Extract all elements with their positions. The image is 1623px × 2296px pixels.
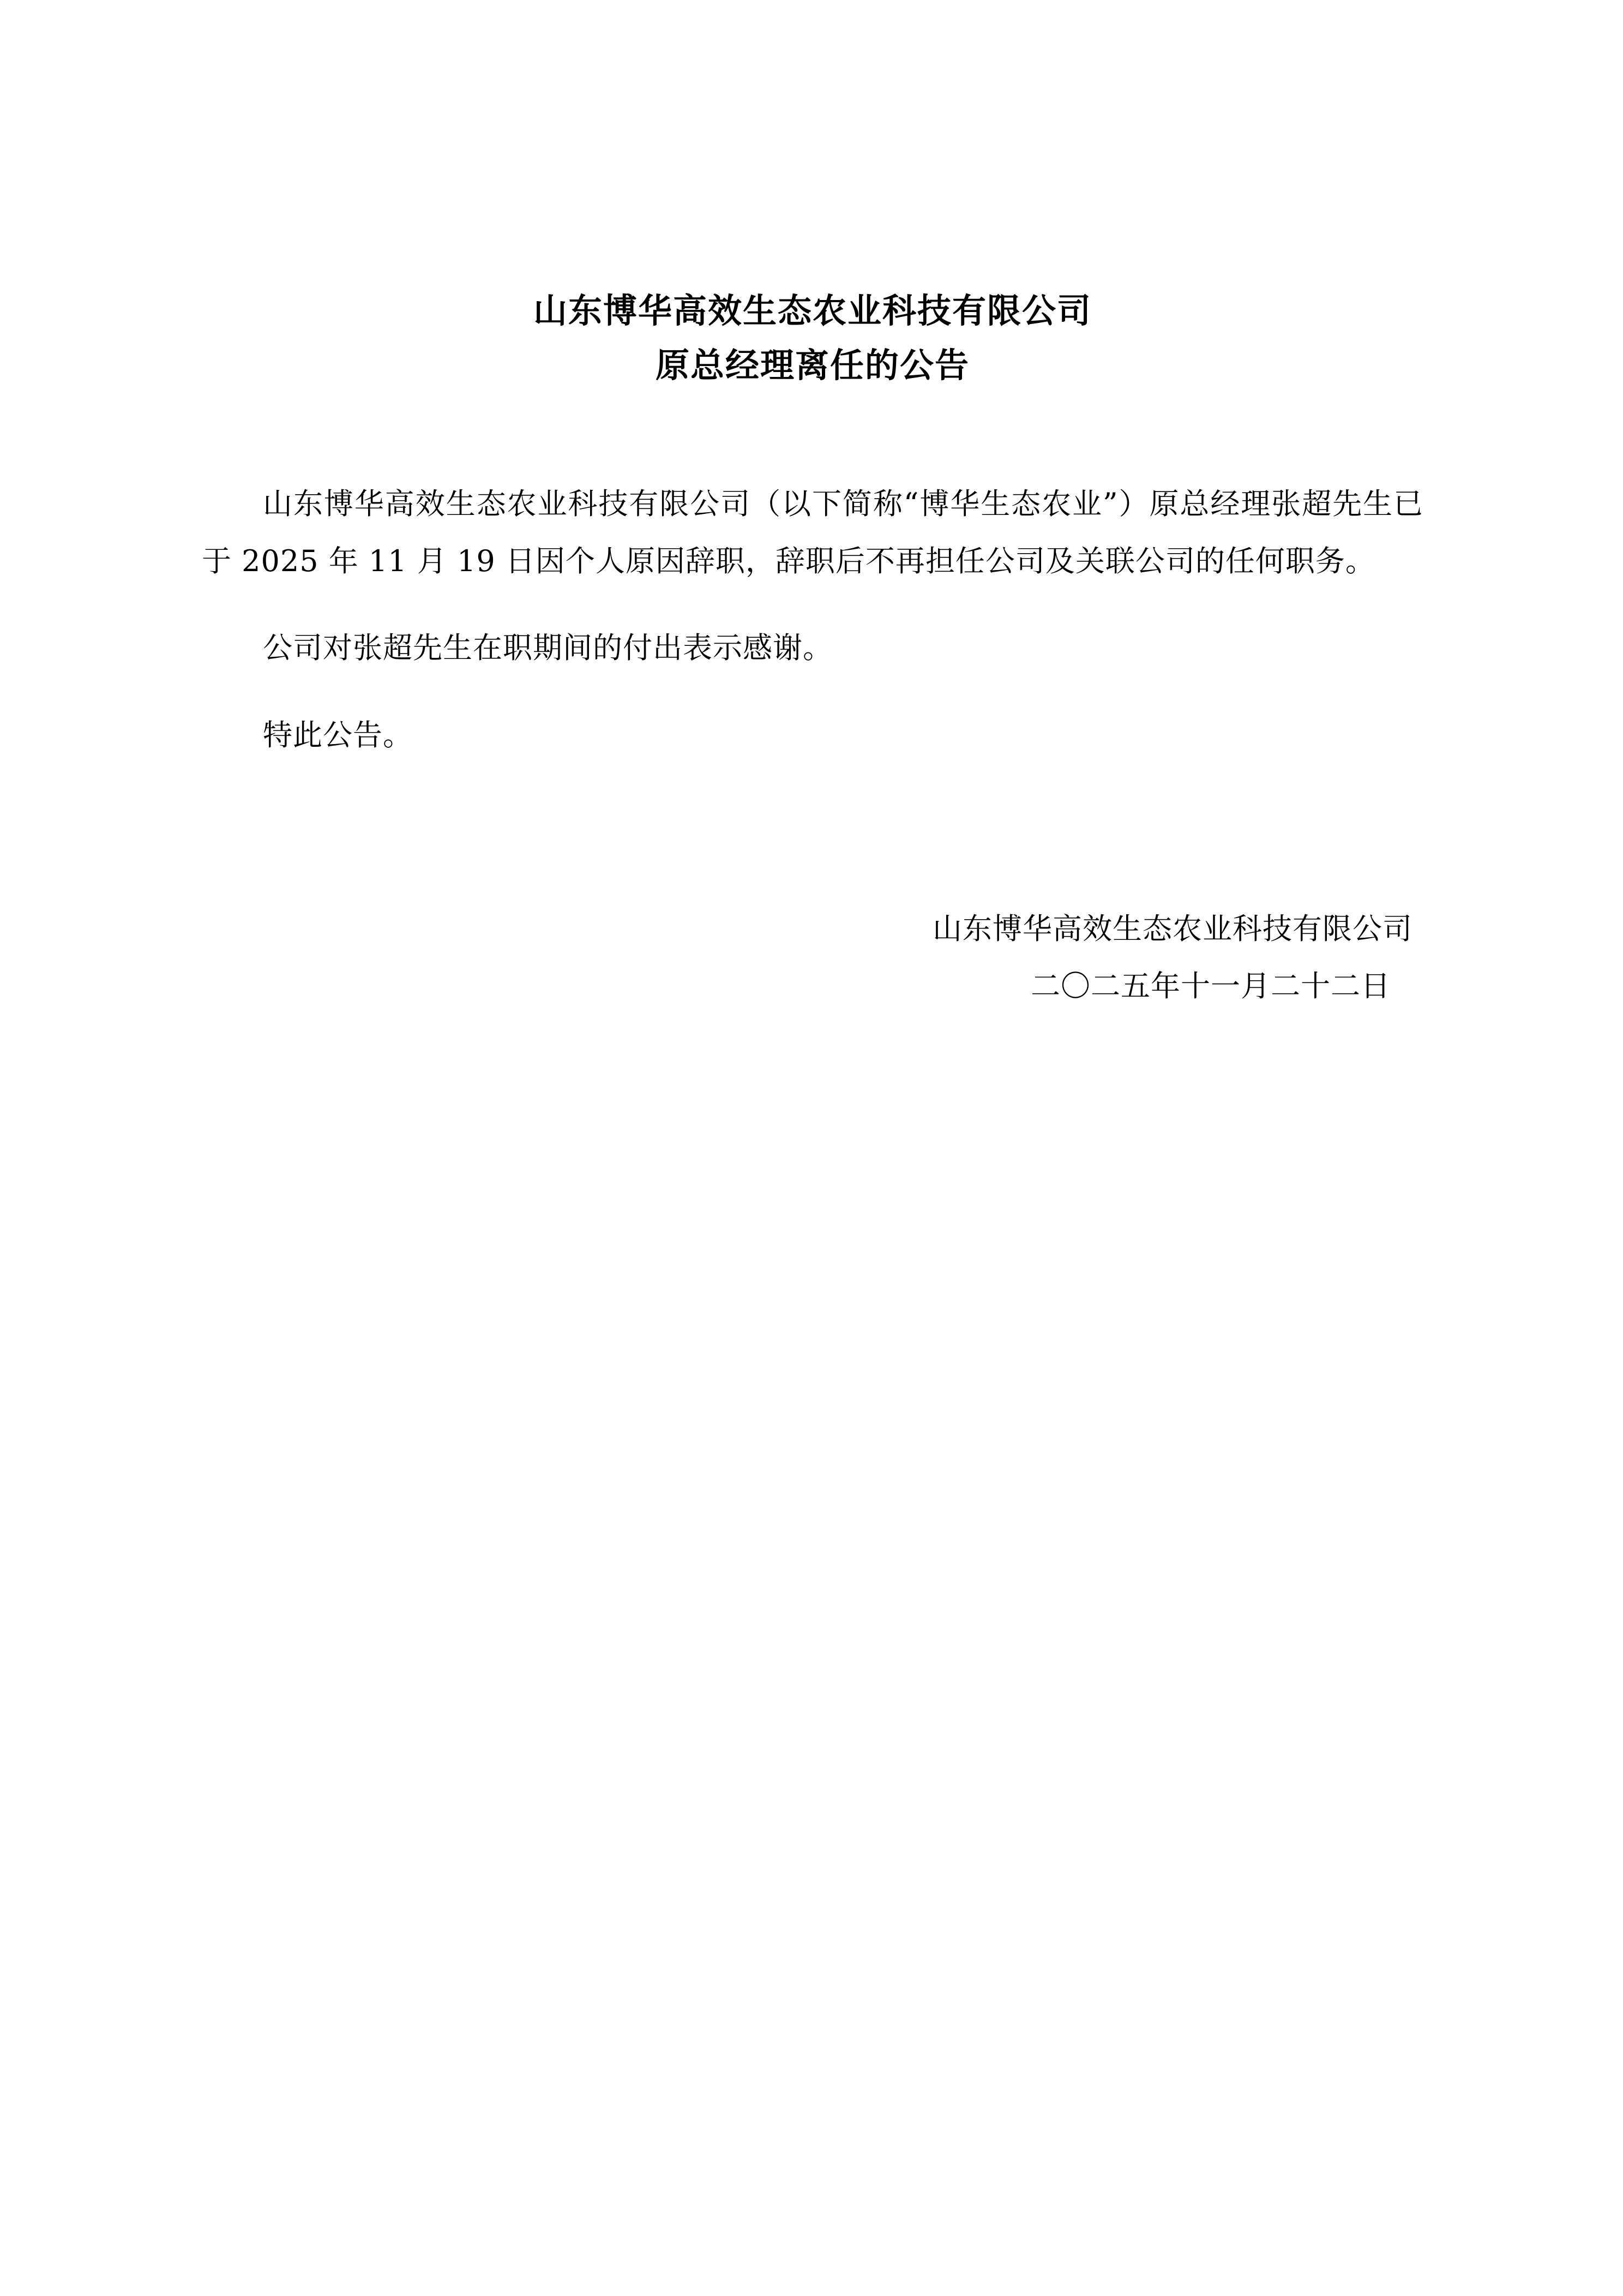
body-paragraph-3: 特此公告。 <box>263 717 413 752</box>
title-line-1: 山东博华高效生态农业科技有限公司 <box>533 291 1092 331</box>
signature-company: 山东博华高效生态农业科技有限公司 <box>933 912 1412 946</box>
body-paragraph-2: 公司对张超先生在职期间的付出表示感谢。 <box>263 631 833 666</box>
signature-date: 二〇二五年十一月二十二日 <box>1031 969 1391 1004</box>
body-paragraph-1: 山东博华高效生态农业科技有限公司（以下简称“博华生态农业”）原总经理张超先生已于 2025 年 11 月 19 日因个人原因辞职，辞职后不再担任公司及关联公司的任何职务。 <box>202 486 1423 579</box>
document-body <box>202 475 1423 764</box>
document-title <box>202 284 1423 393</box>
document-content <box>202 0 1423 1015</box>
signature-block <box>202 900 1423 1015</box>
title-line-2: 原总经理离任的公告 <box>655 345 970 386</box>
